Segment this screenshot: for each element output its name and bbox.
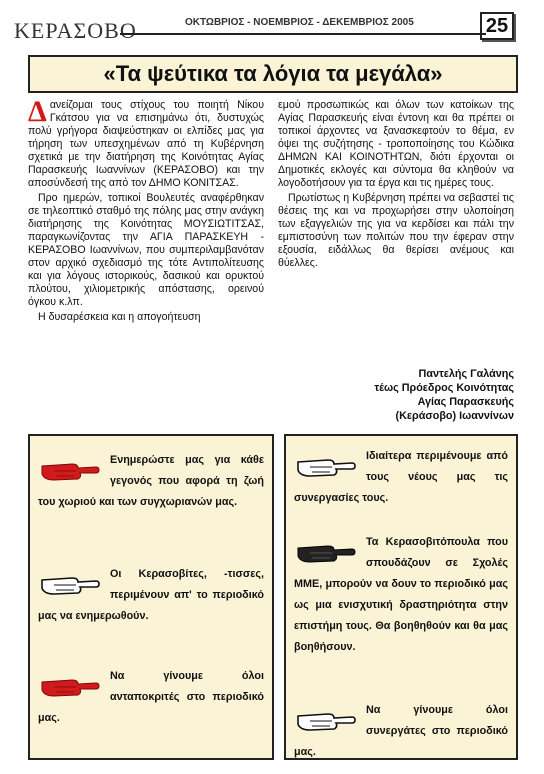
notice-item: Οι Κερασοβίτες, -τισσες, περιμένουν απ' το περιοδικό μας να ενημερωθούν. [38,568,264,622]
drop-cap: Δ [28,95,47,128]
article-column-right [278,99,514,272]
article-paragraph: Δανείζομαι τους στίχους του ποιητή Νίκου Γκάτσου για να επισημάνω ότι, δυστυχώς πολύ γρήγορα διαψεύστηκαν οι ελπίδες μας για τήρηση των υπεσχημένων από τη Κυβέρνηση σχετικά με την διατήρηση της Κοινότητας Αγίας Παρασκευής Ιωαννίνων (ΚΕΡΑΣΟΒΟ) και την αποσύνδεσή της από τον ΔΗΜΟ ΚΟΝΙΤΣΑΣ. [28,95,264,189]
pointing-hand-red-icon [38,668,100,700]
pointing-hand-red-icon [38,452,100,484]
article-paragraph: Πρωτίστως η Κυβέρνηση πρέπει να σεβαστεί τις θέσεις της και να προχωρήσει στην υλοποίηση των εξαγγελιών της για να κερδίσει και πάλι την εμπιστοσύνη των πολιτών που την έφεραν στην εξουσία, ειδάλλως θα θερίσει ανέμους και θύελλες. [278,192,514,269]
signature-title: Αγίας Παρασκευής [417,396,514,408]
signature-name: Παντελής Γαλάνης [418,368,514,380]
notice-item: Να γίνουμε όλοι ανταποκριτές στο περιοδικό μας. [38,670,264,724]
signature-block [278,367,514,423]
notice-item: Ενημερώστε μας για κάθε γεγονός που αφορά τη ζωή του χωριού και των συγχωριανών μας. [38,454,264,508]
magazine-name: ΚΕΡΑΣΟΒΟ [14,18,137,43]
notice-box-right [284,434,518,760]
article-paragraph: Προ ημερών, τοπικοί Βουλευτές αναφέρθηκαν σε τηλεοπτικό σταθμό της πόλης μας στην ανάγκη διατήρησης της Κοινότητας ΜΟΥΣΙΩΤΙΤΣΑΣ, παραγκωνίζοντας την ΑΓΙΑ ΠΑΡΑΣΚΕΥΗ - ΚΕΡΑΣΟΒΟ Ιωαννίνων, που συμπεριλαμβανόταν στον αρχικό σχεδιασμό της τότε Αντιπολίτευσης και για λόγους ιστορικούς, δασικού και ορυκτού πλούτου, χιλιομετρικής απόστασης, ορεινού όγκου κ.λπ. [28,192,264,308]
pointing-hand-outline-icon [38,566,100,598]
header-rule [120,33,486,35]
signature-title: τέως Πρόεδρος Κοινότητας [374,382,514,394]
article-body [28,95,514,429]
issue-date: ΟΚΤΩΒΡΙΟΣ - ΝΟΕΜΒΡΙΟΣ - ΔΕΚΕΜΒΡΙΟΣ 2005 [185,17,414,28]
article-column-left [28,95,264,326]
article-title: «Τα ψεύτικα τα λόγια τα μεγάλα» [28,55,518,93]
signature-title: (Κεράσοβο) Ιωαννίνων [395,410,514,422]
notice-item: Να γίνουμε όλοι συνεργάτες στο περιοδικό μας. [294,704,508,758]
page-number: 25 [480,12,514,40]
notice-box-left [28,434,274,760]
notice-item: Ιδιαίτερα περιμένουμε από τους νέους μας τις συνεργασίες τους. [294,450,508,504]
notice-item: Τα Κερασοβιτόπουλα που σπουδάζουν σε Σχολές ΜΜΕ, μπορούν να δουν το περιοδικό μας ως μια ενισχυτική δραστηριότητα στην επιστήμη τους. Θα βοηθηθούν και θα μας βοηθήσουν. [294,536,508,653]
pointing-hand-black-icon [294,534,356,566]
pointing-hand-outline-icon [294,702,356,734]
page-header [0,0,544,48]
article-paragraph: Η δυσαρέσκεια και η απογοήτευση [38,311,201,323]
article-paragraph: εμού προσωπικώς και όλων των κατοίκων της Αγίας Παρασκευής είναι έντονη και θα πρέπει οι τοπικοί άρχοντες να ξανασκεφτούν το θέμα, εν όψει της συζήτησης - τροποποίησης του Κώδικα ΔΗΜΩΝ ΚΑΙ ΚΟΙΝΟΤΗΤΩΝ, διότι έρχονται οι Δημοτικές εκλογές και σύντομα θα κληθούν να λογοδοτήσουν για τα έργα και τις ημέρες τους. [278,99,514,189]
pointing-hand-outline-icon [294,448,356,480]
